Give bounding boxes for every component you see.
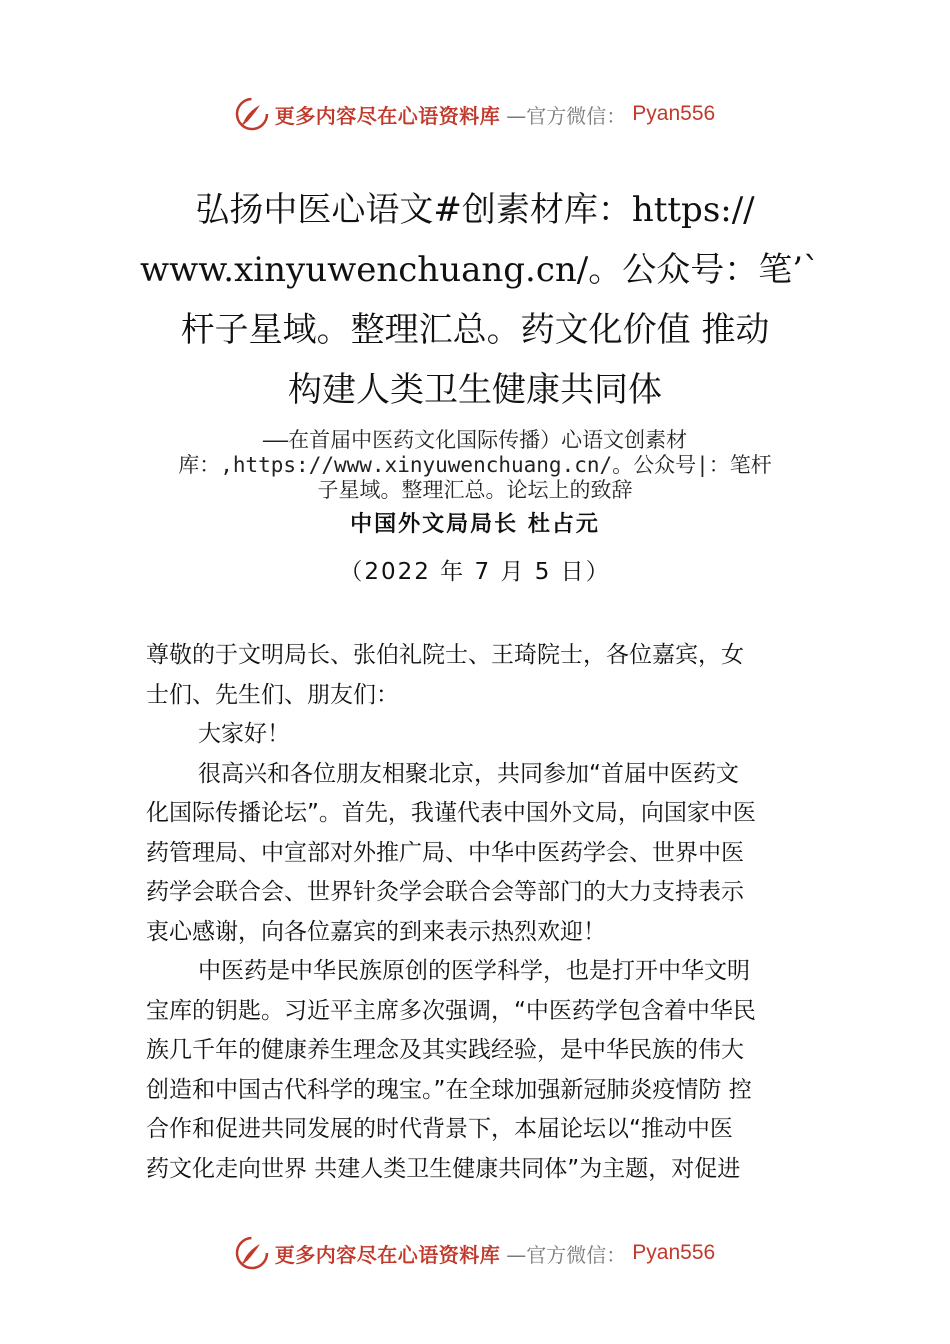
body-line: 合作和促进共同发展的时代背景下，本届论坛以“推动中医: [146, 1116, 733, 1142]
title-line: www.xinyuwenchuang.cn/。公众号：笔’`: [140, 250, 821, 290]
body-line: 药学会联合会、世界针灸学会联合会等部门的大力支持表示: [146, 879, 744, 905]
banner-wechat-label: —官方微信：: [506, 103, 627, 128]
body-line: 大家好！: [198, 721, 290, 747]
body-line: 中医药是中华民族原创的医学科学，也是打开中华文明: [198, 958, 750, 984]
body-line: 衷心感谢，向各位嘉宾的到来表示热烈欢迎！: [146, 918, 606, 945]
footer-banner: [0, 1233, 950, 1273]
author-line: 中国外文局局长 杜占元: [350, 512, 600, 537]
speech-date: （2022 年 7 月 5 日）: [339, 559, 611, 585]
brush-logo-icon: [235, 97, 269, 131]
body-line: 药管理局、中宣部对外推广局、中华中医药学会、世界中医: [146, 839, 744, 866]
document-title: [140, 180, 821, 420]
header-banner: [0, 94, 950, 134]
document-subtitle: [148, 428, 802, 503]
subtitle-line: ——在首届中医药文化国际传播）心语文创素材: [262, 428, 688, 452]
title-line: 弘扬中医心语文#创素材库：https://: [195, 190, 755, 230]
subtitle-line: 库：,https://www.xinyuwenchuang.cn/。公众号|：笔杆: [178, 453, 772, 477]
banner-wechat-label: —官方微信：: [506, 1242, 627, 1267]
speech-body: [146, 636, 810, 1189]
banner-wechat-id: Pyan556: [632, 102, 716, 125]
brush-logo-icon: [235, 1236, 269, 1270]
body-line: 族几千年的健康养生理念及其实践经验，是中华民族的伟大: [146, 1037, 744, 1063]
body-line: 宝库的钥匙。习近平主席多次强调，“中医药学包含着中华民: [146, 997, 756, 1024]
body-line: 很高兴和各位朋友相聚北京，共同参加“首届中医药文: [198, 760, 739, 787]
subtitle-line: 子星域。整理汇总。论坛上的致辞: [317, 478, 633, 502]
body-line: 化国际传播论坛”。首先，我谨代表中国外文局，向国家中医: [146, 800, 756, 826]
body-line: 尊敬的于文明局长、张伯礼院士、王琦院士，各位嘉宾，女: [146, 642, 744, 668]
body-line: 士们、先生们、朋友们：: [146, 681, 399, 708]
banner-wechat-id: Pyan556: [632, 1241, 716, 1264]
body-line: 创造和中国古代科学的瑰宝。”在全球加强新冠肺炎疫情防 控: [146, 1076, 752, 1103]
title-line: 杆子星域。整理汇总。药文化价值 推动: [180, 310, 770, 350]
body-line: 药文化走向世界 共建人类卫生健康共同体”为主题，对促进: [146, 1155, 741, 1182]
title-line: 构建人类卫生健康共同体: [288, 370, 662, 410]
banner-promo-text: 更多内容尽在心语资料库: [274, 103, 501, 128]
banner-promo-text: 更多内容尽在心语资料库: [274, 1242, 501, 1267]
